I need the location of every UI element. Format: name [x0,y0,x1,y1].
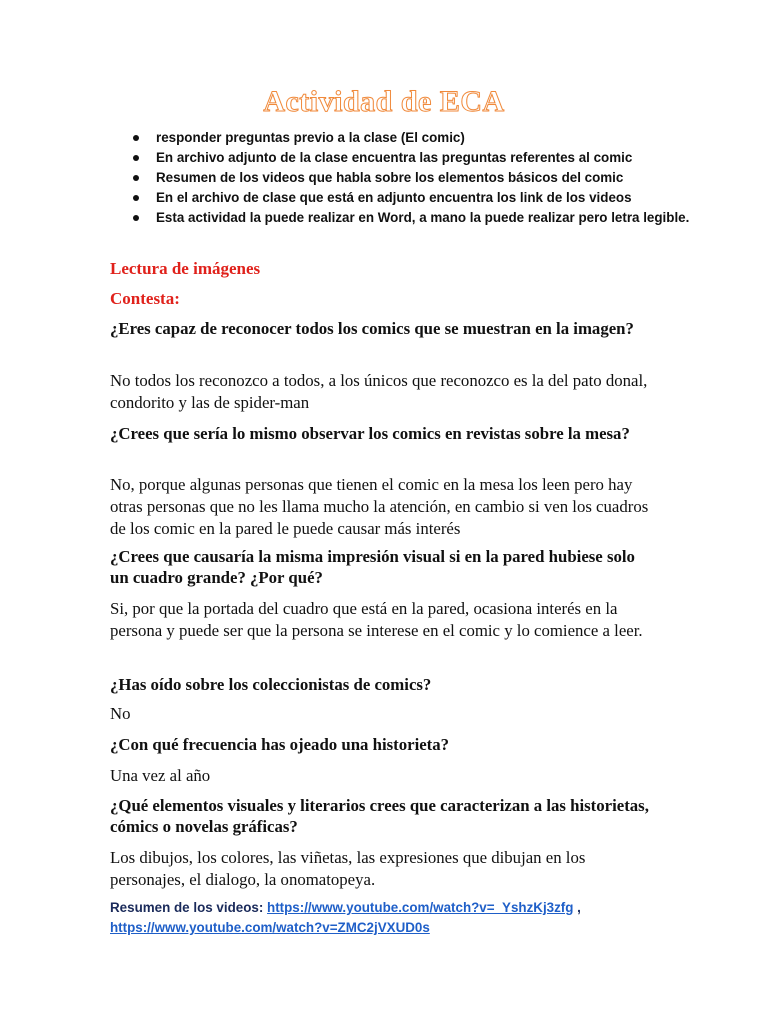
bullet-icon [133,155,139,161]
list-item [130,128,690,148]
section-heading-lectura: Lectura de imágenes [110,259,261,278]
video-link-2[interactable]: https://www.youtube.com/watch?v=ZMC2jVXUD0s [110,920,430,935]
question-text: ¿Has oído sobre los coleccionistas de comics? [110,675,432,694]
bullet-icon [133,175,139,181]
qa-answer-4 [110,703,650,725]
qa-item-3 [110,546,650,588]
question-text: ¿Crees que causaría la misma impresión visual si en la pared hubiese solo un cuadro grande? ¿Por qué? [110,547,635,587]
list-item-text: Esta actividad la puede realizar en Word, a mano la puede realizar pero letra legible. [156,210,690,225]
answer-text: No todos los reconozco a todos, a los únicos que reconozco es la del pato donal, condorito y las de spider-man [110,371,648,412]
list-item [130,148,690,168]
answer-text: Una vez al año [110,766,211,785]
qa-answer-5 [110,765,650,787]
qa-item-6 [110,795,650,837]
list-item-text: Resumen de los videos que habla sobre los elementos básicos del comic [156,170,624,185]
question-text: ¿Con qué frecuencia has ojeado una historieta? [110,735,450,754]
list-item-text: responder preguntas previo a la clase (El comic) [156,130,465,145]
question-text: ¿Qué elementos visuales y literarios crees que caracterizan a las historietas, cómics o novelas gráficas? [110,796,649,836]
qa-item-4 [110,674,650,695]
qa-answer-3 [110,598,650,642]
section-heading-contesta: Contesta: [110,289,180,308]
list-item [130,168,690,188]
qa-answer-6 [110,847,650,891]
qa-answer-2 [110,474,650,540]
qa-answer-1 [110,370,650,414]
bullet-icon [133,135,139,141]
link-separator: , [573,900,581,915]
video-summary [110,898,670,938]
video-link-1[interactable]: https://www.youtube.com/watch?v=_YshzKj3zfg [267,900,574,915]
list-item [130,208,690,228]
list-item-text: En el archivo de clase que está en adjunto encuentra los link de los videos [156,190,632,205]
answer-text: No [110,704,131,723]
answer-text: Si, por que la portada del cuadro que está en la pared, ocasiona interés en la persona y puede ser que la persona se interese en el comic y lo comience a leer. [110,599,643,640]
answer-text: No, porque algunas personas que tienen el comic en la mesa los leen pero hay otras personas que no les llama mucho la atención, en cambio si ven los cuadros de los comic en la pared le puede causar más interés [110,475,649,538]
question-text: ¿Eres capaz de reconocer todos los comics que se muestran en la imagen? [110,319,634,338]
document-title: Actividad de ECA [263,85,505,118]
bullet-icon [133,215,139,221]
instructions-list [130,128,690,228]
list-item [130,188,690,208]
qa-item-2 [110,423,650,444]
summary-label: Resumen de los videos: [110,900,264,915]
qa-item-5 [110,734,650,755]
bullet-icon [133,195,139,201]
answer-text: Los dibujos, los colores, las viñetas, las expresiones que dibujan en los personajes, el dialogo, la onomatopeya. [110,848,586,889]
question-text: ¿Crees que sería lo mismo observar los comics en revistas sobre la mesa? [110,424,630,443]
list-item-text: En archivo adjunto de la clase encuentra las preguntas referentes al comic [156,150,633,165]
qa-item-1 [110,318,650,339]
